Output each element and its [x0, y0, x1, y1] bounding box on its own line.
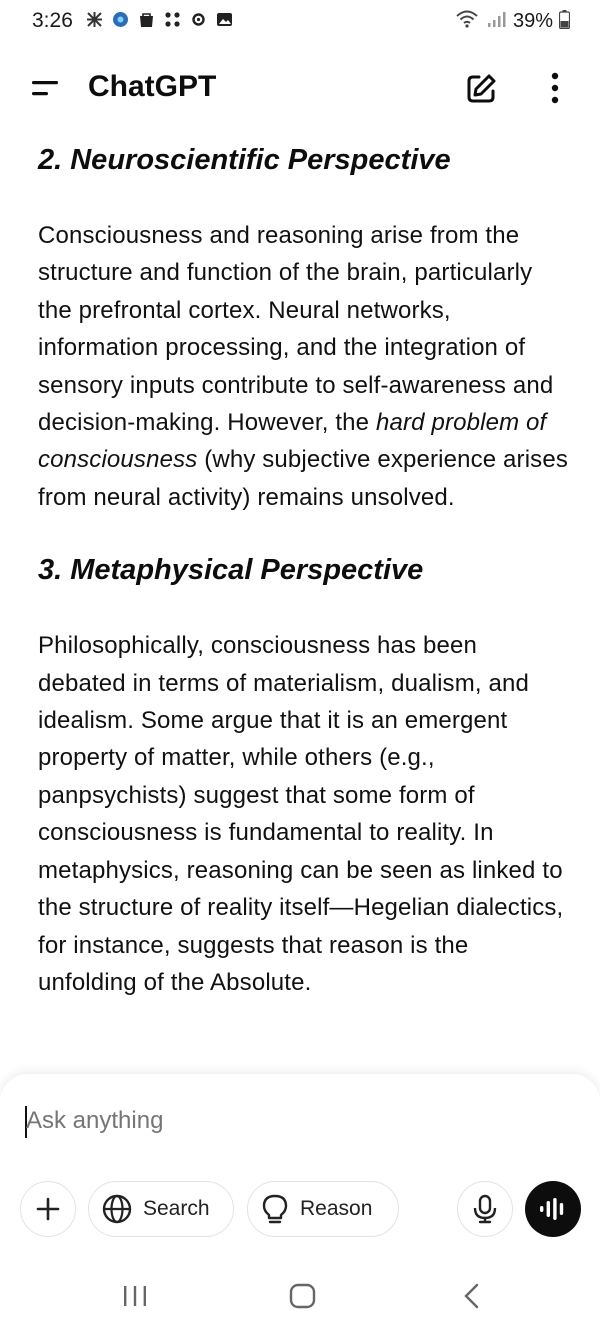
paragraph-text: Consciousness and reasoning arise from the structure and function of the brain, particularly the prefrontal cortex. Neural networks, information processing, and the integration of sensory inputs contribute to self-awareness and decision-making. However, the [38, 222, 554, 437]
microphone-icon [472, 1194, 498, 1224]
globe-icon [101, 1193, 133, 1225]
section-heading: 3. Metaphysical Perspective [38, 554, 424, 587]
paragraph-text: (why subjective experience arises from neural activity) remains unsolved. [38, 446, 568, 511]
dots-grid-icon [164, 11, 181, 28]
app-title[interactable]: ChatGPT [88, 70, 217, 103]
notification-icons [86, 11, 233, 28]
section-heading: 2. Neuroscientific Perspective [38, 144, 451, 176]
chat-response [38, 140, 568, 1035]
settings-gear-icon [190, 11, 207, 28]
status-right [455, 9, 570, 34]
message-input[interactable] [26, 1104, 566, 1138]
emphasis-text: hard problem of consciousness [38, 409, 547, 474]
audio-waveform-icon [538, 1197, 568, 1221]
edit-icon [462, 70, 500, 108]
search-button[interactable] [88, 1181, 234, 1237]
status-bar [0, 0, 600, 44]
wifi-icon [455, 9, 481, 34]
section-paragraph: Philosophically, consciousness has been debated in terms of materialism, dualism, and idealism. Some argue that it is an emergent property of matter, while others (e.g., panpsychists) suggest that some form of consciousness is fundamental to reality. In metaphysics, reasoning can be seen as linked to the structure of reality itself—Hegelian dialectics, for instance, suggests that reason is the unfolding of the Absolute. [38, 632, 564, 996]
notification-app-icon [86, 11, 103, 28]
battery-icon [559, 10, 570, 34]
signal-icon [487, 10, 507, 33]
home-button[interactable] [288, 1282, 318, 1315]
gallery-icon [216, 11, 233, 28]
reason-button[interactable] [247, 1181, 399, 1237]
section-paragraph [38, 217, 568, 516]
plus-icon [35, 1196, 61, 1222]
recent-apps-icon [122, 1284, 148, 1308]
menu-icon [26, 74, 62, 104]
battery-percent: 39% [512, 10, 553, 32]
voice-mode-button[interactable] [525, 1181, 581, 1237]
new-chat-button[interactable] [462, 70, 500, 108]
menu-button[interactable] [26, 74, 62, 104]
system-navigation-bar [0, 1264, 600, 1333]
back-button[interactable] [460, 1282, 484, 1315]
recent-apps-button[interactable] [122, 1284, 148, 1313]
dictate-button[interactable] [457, 1181, 513, 1237]
home-icon [288, 1282, 318, 1310]
status-time: 3:26 [32, 9, 73, 32]
reason-label: Reason [300, 1197, 373, 1220]
more-options-button[interactable] [540, 70, 570, 108]
lightbulb-icon [260, 1193, 290, 1225]
app-header [0, 60, 600, 116]
more-vertical-icon [540, 70, 570, 108]
messenger-icon [112, 11, 129, 28]
search-label: Search [143, 1197, 210, 1220]
back-icon [460, 1282, 484, 1310]
shopping-bag-icon [138, 11, 155, 28]
attach-button[interactable] [20, 1181, 76, 1237]
